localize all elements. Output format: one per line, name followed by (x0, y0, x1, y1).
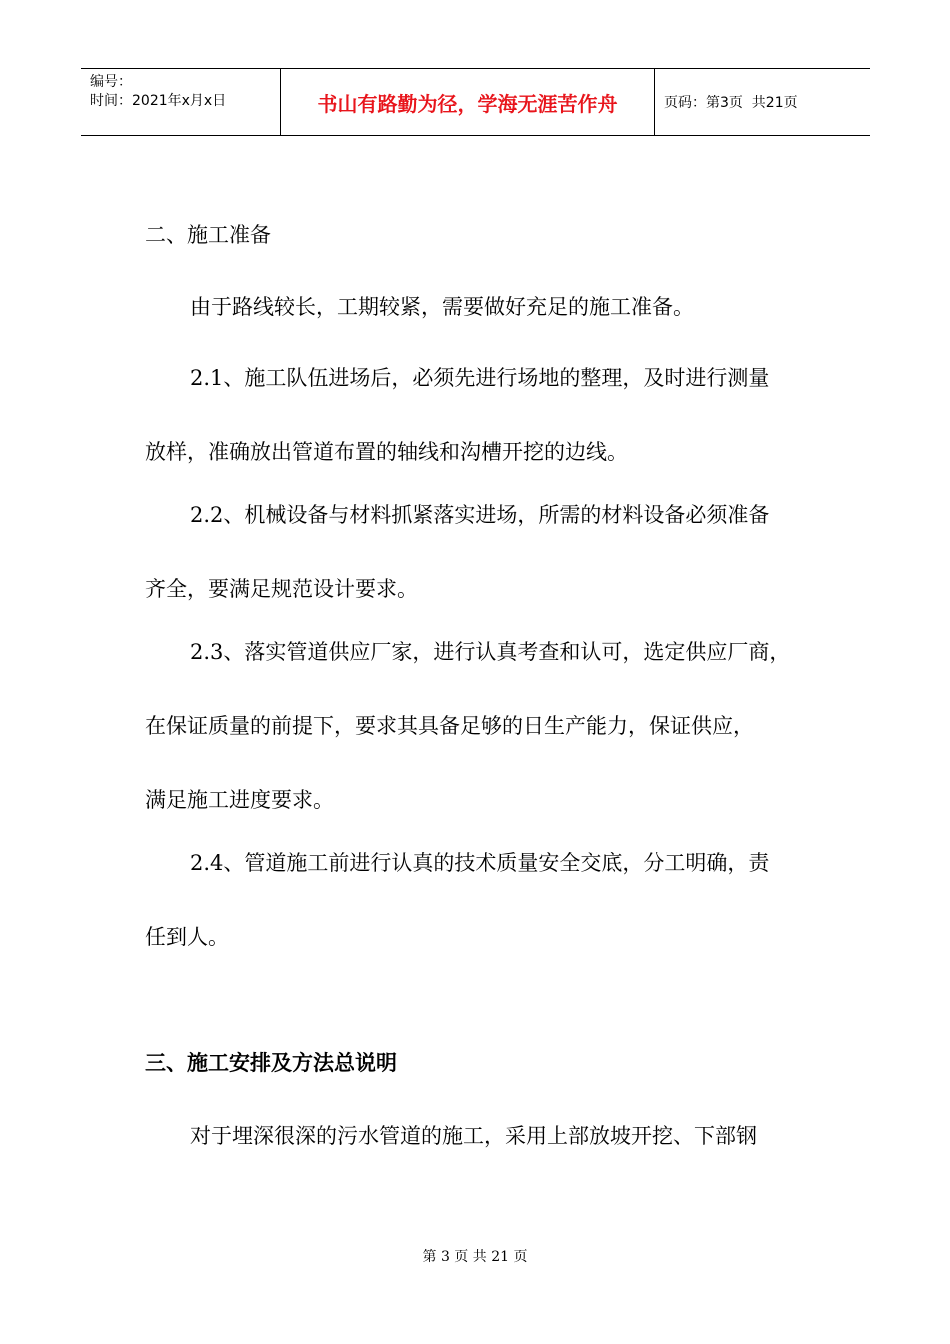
item-2-2-line-2: 齐全，要满足规范设计要求。 (145, 577, 418, 601)
header-meta-cell (81, 69, 281, 135)
document-date-label: 时间：2021年x月x日 (90, 93, 227, 109)
item-2-1-line-2: 放样，准确放出管道布置的轴线和沟槽开挖的边线。 (145, 440, 628, 464)
section-3-title: 三、施工安排及方法总说明 (145, 1051, 397, 1075)
item-2-3-line-3: 满足施工进度要求。 (145, 788, 334, 812)
document-number-label: 编号： (90, 74, 132, 90)
header-page-cell (655, 69, 870, 135)
page-footer: 第 3 页 共 21 页 (422, 1249, 528, 1265)
item-2-4-line-2: 任到人。 (145, 925, 229, 949)
item-2-4-line-1: 2.4、管道施工前进行认真的技术质量安全交底，分工明确，责 (190, 851, 770, 875)
section-3-line-1: 对于埋深很深的污水管道的施工，采用上部放坡开挖、下部钢 (190, 1124, 757, 1148)
section-2-title: 二、施工准备 (145, 223, 271, 247)
item-2-3-line-1: 2.3、落实管道供应厂家，进行认真考查和认可，选定供应厂商， (190, 640, 791, 664)
header-motto-cell (281, 69, 655, 135)
item-2-3-line-2: 在保证质量的前提下，要求其具备足够的日生产能力，保证供应， (145, 714, 754, 738)
header-motto: 书山有路勤为径，学海无涯苦作舟 (317, 91, 618, 116)
section-2-intro: 由于路线较长，工期较紧，需要做好充足的施工准备。 (190, 295, 694, 319)
item-2-1-line-1: 2.1、施工队伍进场后，必须先进行场地的整理，及时进行测量 (190, 366, 770, 390)
item-2-2-line-1: 2.2、机械设备与材料抓紧落实进场，所需的材料设备必须准备 (190, 503, 770, 527)
header-page-info: 页码：第3页 共21页 (664, 95, 798, 111)
document-header (81, 68, 870, 136)
